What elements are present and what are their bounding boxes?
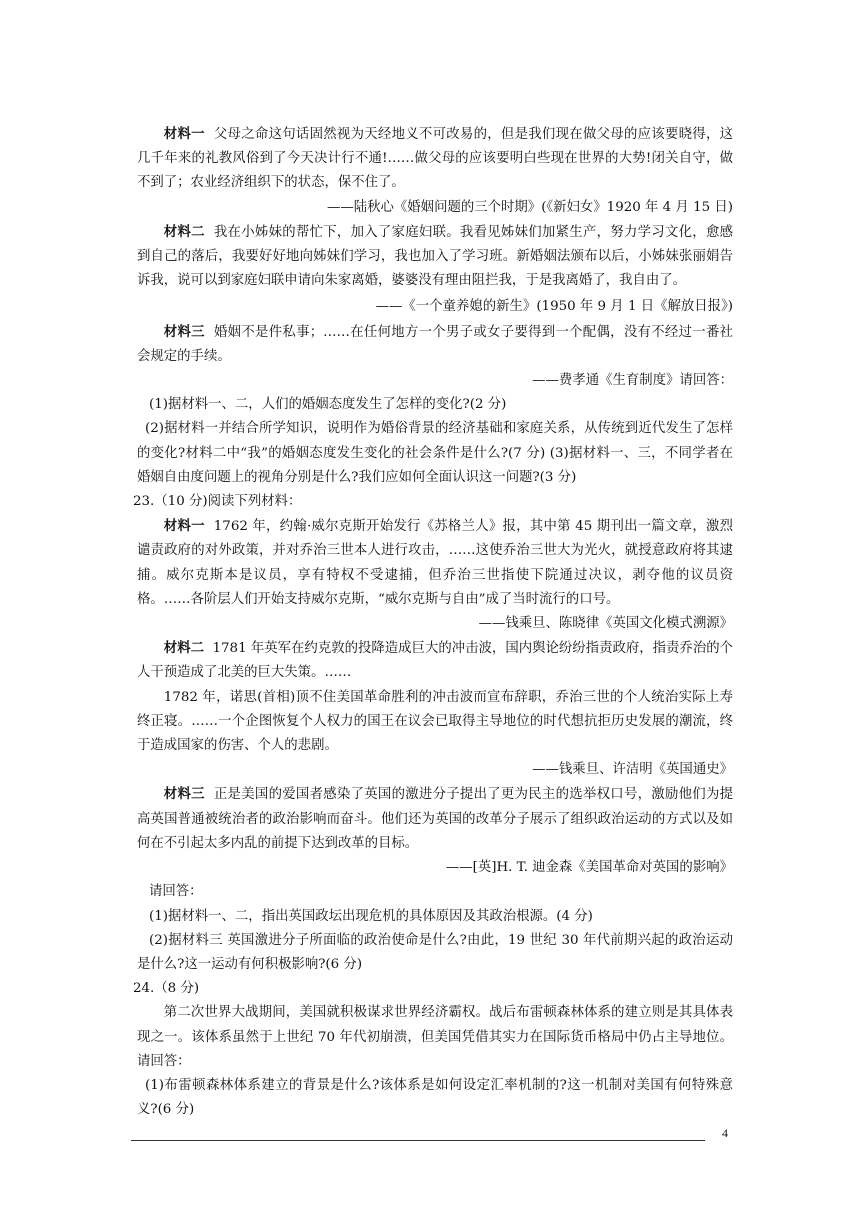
material-text: 婚姻不是件私事；……在任何地方一个男子或女子要得到一个配偶，没有不经过一番社会规定的手续。 bbox=[137, 324, 734, 364]
q23-material-2 bbox=[137, 636, 733, 685]
q23-material-3 bbox=[137, 782, 733, 856]
q23-question-1: (1)据材料一、二，指出英国政坛出现危机的具体原因及其政治根源。(4 分) bbox=[149, 908, 593, 924]
q23-header: 23.（10 分)阅读下列材料： bbox=[133, 494, 302, 510]
q22-material-1 bbox=[137, 122, 733, 196]
material-label: 材料三 bbox=[163, 786, 205, 803]
q22-material-2 bbox=[137, 220, 733, 294]
q23-material-1-source: ——钱乘旦、陈晓律《英国文化模式溯源》 bbox=[478, 616, 733, 632]
q24-header: 24.（8 分) bbox=[133, 981, 200, 997]
q22-material-3-source: ——费孝通《生育制度》请回答： bbox=[532, 373, 733, 389]
material-text: 正是美国的爱国者感染了英国的激进分子提出了更为民主的选举权口号，激励他们为提高英国普通被统治者的政治影响而奋斗。他们还为英国的改革分子展示了组织政治运动的方式以及如何在不引起太多内乱的前提下达到改革的目标。 bbox=[137, 787, 734, 851]
q23-prompt: 请回答： bbox=[149, 884, 203, 900]
footer-divider bbox=[131, 1140, 705, 1141]
material-label: 材料二 bbox=[163, 640, 204, 657]
material-text: 我在小姊妹的帮忙下，加入了家庭妇联。我看见姊妹们加紧生产，努力学习文化，愈感到自己的落后，我要好好地向姊妹们学习，我也加入了学习班。新婚姻法颁布以后，小姊妹张丽娟告诉我，说可以到家庭妇联申请向朱家离婚，婆婆没有理由阻拦我，于是我离婚了，我自由了。 bbox=[137, 224, 734, 289]
material-label: 材料二 bbox=[163, 223, 205, 240]
q24-question-1: (1)布雷顿森林体系建立的背景是什么?该体系是如何设定汇率机制的?这一机制对美国有何特殊意义?(6 分) bbox=[137, 1077, 733, 1118]
q23-question-2: (2)据材料三 英国激进分子所面临的政治使命是什么?由此，19 世纪 30 年代前期兴起的政治运动是什么?这一运动有何积极影响?(6 分) bbox=[137, 932, 733, 972]
material-text: 1781 年英军在约克敦的投降造成巨大的冲击波，国内舆论纷纷指责政府，指责乔治的个人干预造成了北美的巨大失策。…… bbox=[137, 641, 734, 681]
page-number: 4 bbox=[722, 1126, 728, 1140]
q22-question-2: (2)据材料一并结合所学知识，说明作为婚俗背景的经济基础和家庭关系，从传统到近代发生了怎样的变化?材料二中“我”的婚姻态度发生变化的社会条件是什么?(7 分) (3)据材料一、三，不同学者在婚姻自由度问题上的视角分别是什么?我们应如何全面认识这一问题?(3 分) bbox=[137, 421, 733, 485]
material-label: 材料三 bbox=[163, 323, 205, 340]
material-text: 1762 年，约翰·威尔克斯开始发行《苏格兰人》报，其中第 45 期刊出一篇文章，激烈谴责政府的对外政策，并对乔治三世本人进行攻击，……这使乔治三世大为光火，就授意政府将其逮捕。威尔克斯本是议员，享有特权不受逮捕，但乔治三世指使下院通过决议，剥夺他的议员资格。……各阶层人们开始支持威尔克斯，“威尔克斯与自由”成了当时流行的口号。 bbox=[137, 519, 734, 607]
q23-material-3-source: ——[英]H. T. 迪金森《美国革命对英国的影响》 bbox=[445, 860, 733, 876]
q23-material-1 bbox=[137, 514, 733, 612]
q23-material-2-continued: 1782 年，诺思(首相)顶不住美国革命胜利的冲击波而宣布辞职，乔治三世的个人统治实际上寿终正寝。……一个企图恢复个人权力的国王在议会已取得主导地位的时代想抗拒历史发展的潮流，终于造成国家的伤害、个人的悲剧。 bbox=[137, 689, 733, 754]
q22-question-1: (1)据材料一、二，人们的婚姻态度发生了怎样的变化?(2 分) bbox=[149, 397, 507, 413]
q23-material-2-source: ——钱乘旦、许洁明《英国通史》 bbox=[532, 762, 733, 778]
material-label: 材料一 bbox=[163, 126, 205, 142]
q22-material-2-source: ——《一个童养媳的新生》(1950 年 9 月 1 日《解放日报》) bbox=[375, 299, 733, 315]
material-label: 材料一 bbox=[163, 518, 205, 535]
material-text: 父母之命这句话固然视为天经地义不可改易的，但是我们现在做父母的应该要晓得，这几千年来的礼教风俗到了今天决计行不通!……做父母的应该要明白些现在世界的大势!闭关自守，做不到了；农业经济组织下的状态，保不住了。 bbox=[137, 127, 734, 191]
q22-material-1-source: ——陆秋心《婚姻问题的三个时期》(《新妇女》1920 年 4 月 15 日) bbox=[326, 199, 733, 215]
q24-intro: 第二次世界大战期间，美国就积极谋求世界经济霸权。战后布雷顿森林体系的建立则是其具体表现之一。该体系虽然于上世纪 70 年代初崩溃，但美国凭借其实力在国际货币格局中仍占主导地位。请回答： bbox=[137, 1005, 733, 1069]
page-content bbox=[133, 122, 734, 1122]
q22-material-3 bbox=[137, 320, 733, 369]
